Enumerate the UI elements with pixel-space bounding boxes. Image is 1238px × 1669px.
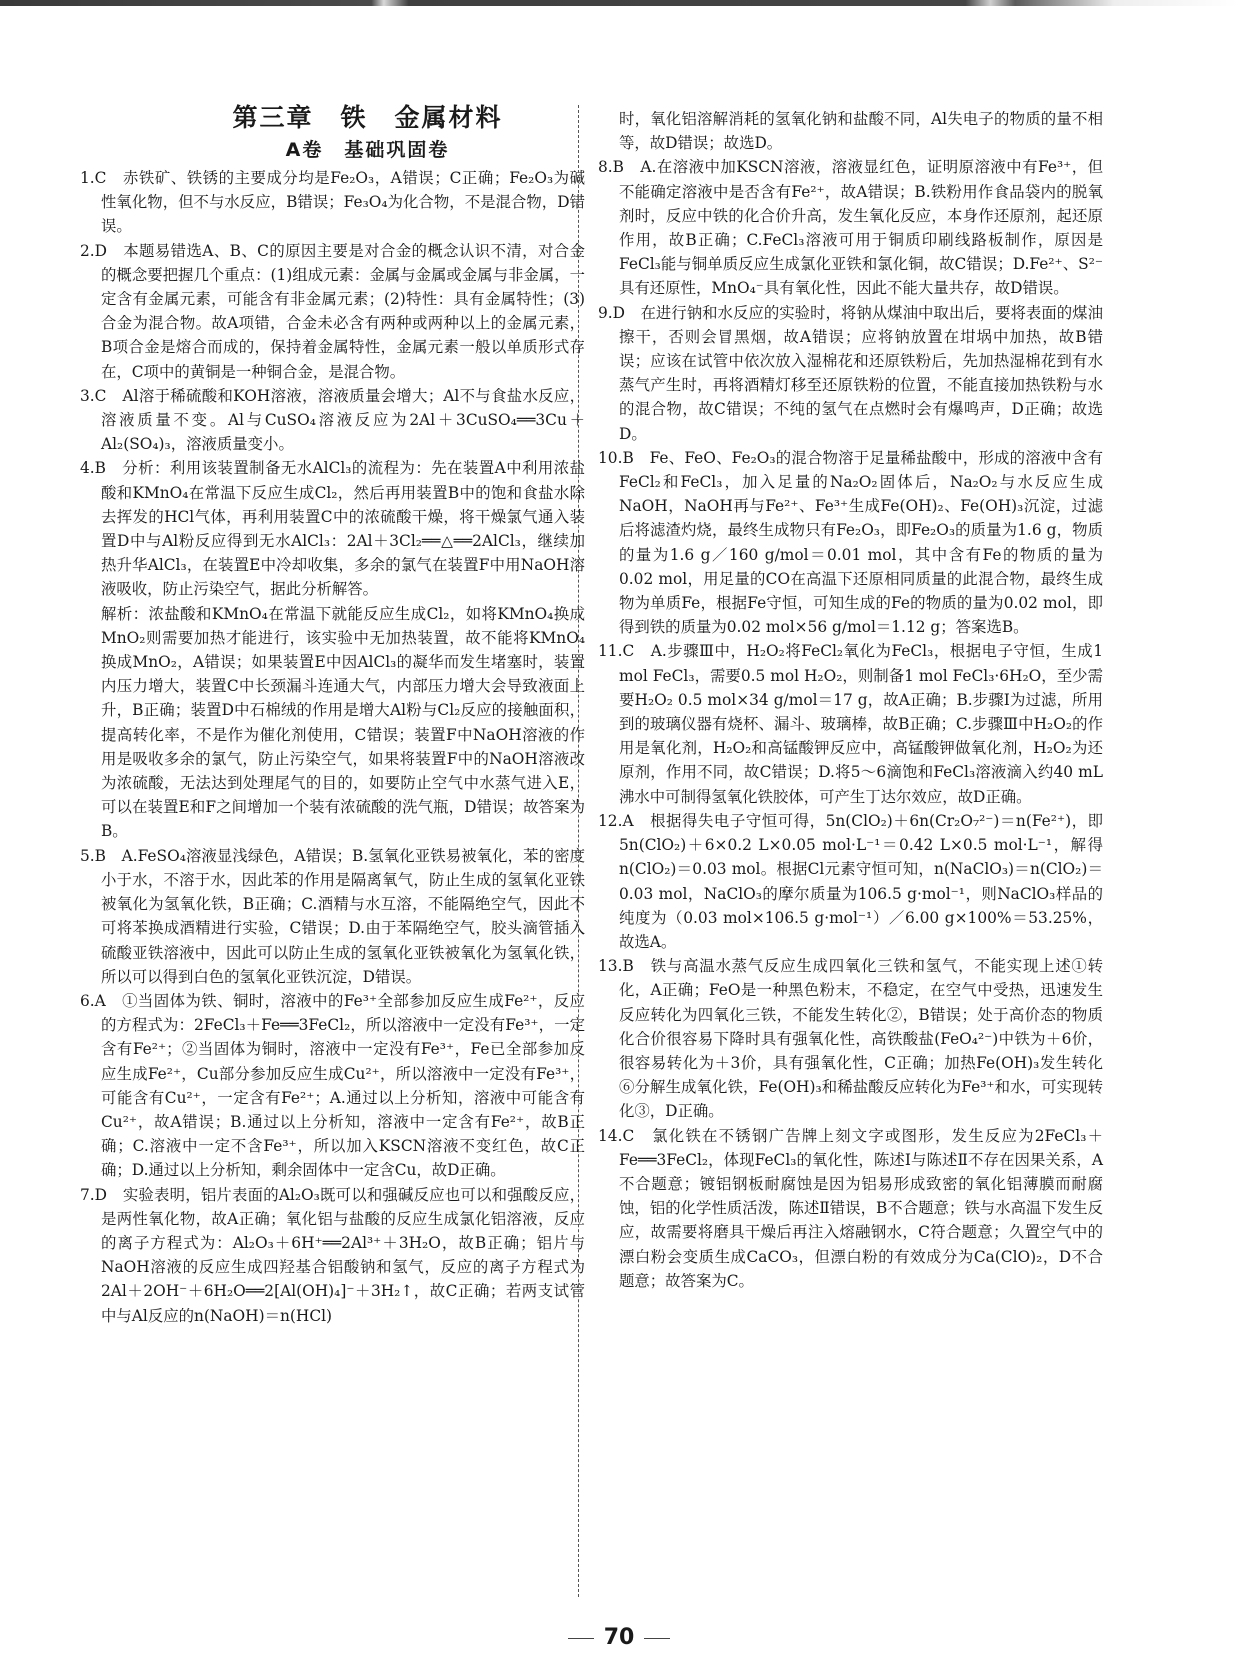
answer-9: 9.D 在进行钠和水反应的实验时，将钠从煤油中取出后，要将表面的煤油擦干，否则会冒黑烟，故A错误；应将钠放置在坩埚中加热，故B错误；应该在试管中依次放入湿棉花和还原铁粉后，先加热湿棉花到有水蒸气产生时，再将酒精灯移至还原铁粉的位置，不能直接加热铁粉与水的混合物，故C错误；不纯的氢气在点燃时会有爆鸣声，D正确；故选D。 [598, 303, 1103, 443]
answer-4-analysis: 4.B 分析：利用该装置制备无水AlCl₃的流程为：先在装置A中利用浓盐酸和KMnO₄在常温下反应生成Cl₂，然后再用装置B中的饱和食盐水除去挥发的HCl气体，再利用装置C中的浓硫酸干燥，将干燥氯气通入装置D中与Al粉反应得到无水AlCl₃：2Al＋3Cl₂══△══2AlCl₃，继续加热升华AlCl₃，在装置E中冷却收集，多余的氯气在装置F中用NaOH溶液吸收，防止污染空气，据此分析解答。 [80, 459, 585, 599]
answer-10: 10.B Fe、FeO、Fe₂O₃的混合物溶于足量稀盐酸中，形成的溶液中含有FeCl₂和FeCl₃，加入足量的Na₂O₂固体后，Na₂O₂与水反应生成NaOH，NaOH再与Fe²⁺、Fe³⁺生成Fe(OH)₂、Fe(OH)₃沉淀，过滤后将滤渣灼烧，最终生成物只有Fe₂O₃，即Fe₂O₃的质量为1.6 g，物质的量为1.6 g／160 g/mol＝0.01 mol，其中含有Fe的物质的量为0.02 mol，用足量的CO在高温下还原相同质量的此混合物，最终生成物为单质Fe，根据Fe守恒，可知生成的Fe的物质的量为0.02 mol，即得到铁的质量为0.02 mol×56 g/mol＝1.12 g；答案选B。 [598, 448, 1103, 637]
footer-dash-left [568, 1638, 594, 1639]
answer-4-explanation: 解析：浓盐酸和KMnO₄在常温下就能反应生成Cl₂，如将KMnO₄换成MnO₂则需要加热才能进行，该实验中无加热装置，故不能将KMnO₄换成MnO₂，A错误；如果装置E中因AlCl₃的凝华而发生堵塞时，装置内压力增大，装置C中长颈漏斗连通大气，内部压力增大会导致液面上升，B正确；装置D中石棉绒的作用是增大Al粉与Cl₂反应的接触面积，提高转化率，不是作为催化剂使用，C错误；装置F中NaOH溶液的作用是吸收多余的氯气，防止污染空气，如果将装置F中的NaOH溶液改为浓硫酸，无法达到处理尾气的目的，如要防止空气中水蒸气进入E，可以在装置E和F之间增加一个装有浓硫酸的洗气瓶，D错误；故答案为B。 [101, 604, 585, 841]
page-footer [0, 1625, 1238, 1650]
footer-dash-right [644, 1638, 670, 1639]
page-number: 70 [603, 1625, 635, 1650]
answer-8: 8.B A.在溶液中加KSCN溶液，溶液显红色，证明原溶液中有Fe³⁺，但不能确定溶液中是否含有Fe²⁺，故A错误；B.铁粉用作食品袋内的脱氧剂时，反应中铁的化合价升高，发生氧化反应，本身作还原剂，起还原作用，故B正确；C.FeCl₃溶液可用于铜质印刷线路板制作，原因是FeCl₃能与铜单质反应生成氯化亚铁和氯化铜，故C错误；D.Fe²⁺、S²⁻具有还原性，MnO₄⁻具有氧化性，因此不能大量共存，故D错误。 [598, 158, 1103, 298]
left-column [80, 100, 585, 1328]
answer-11: 11.C A.步骤Ⅲ中，H₂O₂将FeCl₂氧化为FeCl₃，根据电子守恒，生成1 mol FeCl₃，需要0.5 mol H₂O₂，则制备1 mol FeCl₃·6H₂O，至少需要H₂O₂ 0.5 mol×34 g/mol＝17 g，故A正确；B.步骤Ⅰ为过滤，所用到的玻璃仪器有烧杯、漏斗、玻璃棒，故B正确；C.步骤Ⅲ中H₂O₂的作用是氧化剂，H₂O₂和高锰酸钾反应中，高锰酸钾做氧化剂，H₂O₂为还原剂，作用不同，故C错误；D.将5～6滴饱和FeCl₃溶液滴入约40 mL沸水中可制得氢氧化铁胶体，可产生丁达尔效应，故D正确。 [598, 642, 1103, 806]
column-divider [578, 105, 579, 1597]
answer-14: 14.C 氯化铁在不锈钢广告牌上刻文字或图形，发生反应为2FeCl₃＋Fe══3FeCl₂，体现FeCl₃的氧化性，陈述Ⅰ与陈述Ⅱ不存在因果关系，A不合题意；镀铝钢板耐腐蚀是因为铝易形成致密的氧化铝薄膜而耐腐蚀，铝的化学性质活泼，陈述Ⅱ错误，B不合题意；铁与水高温下发生反应，故需要将磨具干燥后再注入熔融钢水，C符合题意；久置空气中的漂白粉会变质生成CaCO₃，但漂白粉的有效成分为Ca(ClO)₂，D不合题意；故答案为C。 [598, 1126, 1103, 1290]
answer-7-continued: 时，氧化铝溶解消耗的氢氧化钠和盐酸不同，Al失电子的物质的量不相等，故D错误；故选D。 [619, 110, 1103, 153]
answer-13: 13.B 铁与高温水蒸气反应生成四氧化三铁和氢气，不能实现上述①转化，A正确；FeO是一种黑色粉末，不稳定，在空气中受热，迅速发生反应转化为四氧化三铁，不能发生转化②，B错误；处于高价态的物质化合价很容易下降时具有强氧化性，高铁酸盐(FeO₄²⁻)中铁为＋6价，很容易转化为＋3价，具有强氧化性，C正确；加热Fe(OH)₃发生转化⑥分解生成氧化铁，Fe(OH)₃和稀盐酸反应转化为Fe³⁺和水，可实现转化③，D正确。 [598, 957, 1103, 1121]
scan-top-edge [0, 0, 1238, 6]
answer-7: 7.D 实验表明，铝片表面的Al₂O₃既可以和强碱反应也可以和强酸反应，是两性氧化物，故A正确；氧化铝与盐酸的反应生成氯化铝溶液，反应的离子方程式为：Al₂O₃＋6H⁺══2Al³⁺＋3H₂O，故B正确；铝片与NaOH溶液的反应生成四羟基合铝酸钠和氢气，反应的离子方程式为2Al＋2OH⁻＋6H₂O══2[Al(OH)₄]⁻＋3H₂↑，故C正确；若两支试管中与Al反应的n(NaOH)＝n(HCl) [80, 1185, 585, 1325]
answer-5: 5.B A.FeSO₄溶液显浅绿色，A错误；B.氢氧化亚铁易被氧化，苯的密度小于水，不溶于水，因此苯的作用是隔离氧气，防止生成的氢氧化亚铁被氧化为氢氧化铁，B正确；C.酒精与水互溶，不能隔绝空气，因此不可将苯换成酒精进行实验，C错误；D.由于苯隔绝空气，胶头滴管插入硫酸亚铁溶液中，因此可以防止生成的氢氧化亚铁被氧化为氢氧化铁，所以可以得到白色的氢氧化亚铁沉淀，D错误。 [80, 846, 585, 986]
answer-6: 6.A ①当固体为铁、铜时，溶液中的Fe³⁺全部参加反应生成Fe²⁺，反应的方程式为：2FeCl₃＋Fe══3FeCl₂，所以溶液中一定没有Fe³⁺，一定含有Fe²⁺；②当固体为铜时，溶液中一定没有Fe³⁺，Fe已全部参加反应生成Fe²⁺，Cu部分参加反应生成Cu²⁺，所以溶液中一定没有Fe³⁺，可能含有Cu²⁺，一定含有Fe²⁺；A.通过以上分析知，溶液中可能含有Cu²⁺，故A错误；B.通过以上分析知，溶液中一定含有Fe²⁺，故B正确；C.溶液中一定不含Fe³⁺，所以加入KSCN溶液不变红色，故C正确；D.通过以上分析知，剩余固体中一定含Cu，故D正确。 [80, 991, 585, 1180]
section-title: A卷 基础巩固卷 [285, 139, 450, 161]
answer-1: 1.C 赤铁矿、铁锈的主要成分均是Fe₂O₃，A错误；C正确；Fe₂O₃为碱性氧化物，但不与水反应，B错误；Fe₃O₄为化合物，不是混合物，D错误。 [80, 169, 585, 236]
answer-12: 12.A 根据得失电子守恒可得，5n(ClO₂)＋6n(Cr₂O₇²⁻)＝n(Fe²⁺)，即5n(ClO₂)＋6×0.2 L×0.05 mol·L⁻¹＝0.42 L×0.5 mol·L⁻¹，解得n(ClO₂)＝0.03 mol。根据Cl元素守恒可知，n(NaClO₃)＝n(ClO₂)＝0.03 mol，NaClO₃的摩尔质量为106.5 g·mol⁻¹，则NaClO₃样品的纯度为（0.03 mol×106.5 g·mol⁻¹）／6.00 g×100%＝53.25%，故选A。 [598, 811, 1103, 951]
answer-2: 2.D 本题易错选A、B、C的原因主要是对合金的概念认识不清，对合金的概念要把握几个重点：(1)组成元素：金属与金属或金属与非金属，一定含有金属元素，可能含有非金属元素；(2)特性：具有金属特性；(3)合金为混合物。故A项错，合金未必含有两种或两种以上的金属元素，B项合金是熔合而成的，保持着金属特性，金属元素一般以单质形式存在，C项中的黄铜是一种铜合金，是混合物。 [80, 241, 585, 381]
chapter-title: 第三章 铁 金属材料 [232, 103, 503, 132]
right-column [598, 107, 1103, 1293]
answer-3: 3.C Al溶于稀硫酸和KOH溶液，溶液质量会增大；Al不与食盐水反应，溶液质量不变。Al与CuSO₄溶液反应为2Al＋3CuSO₄══3Cu＋Al₂(SO₄)₃，溶液质量变小。 [80, 386, 585, 454]
